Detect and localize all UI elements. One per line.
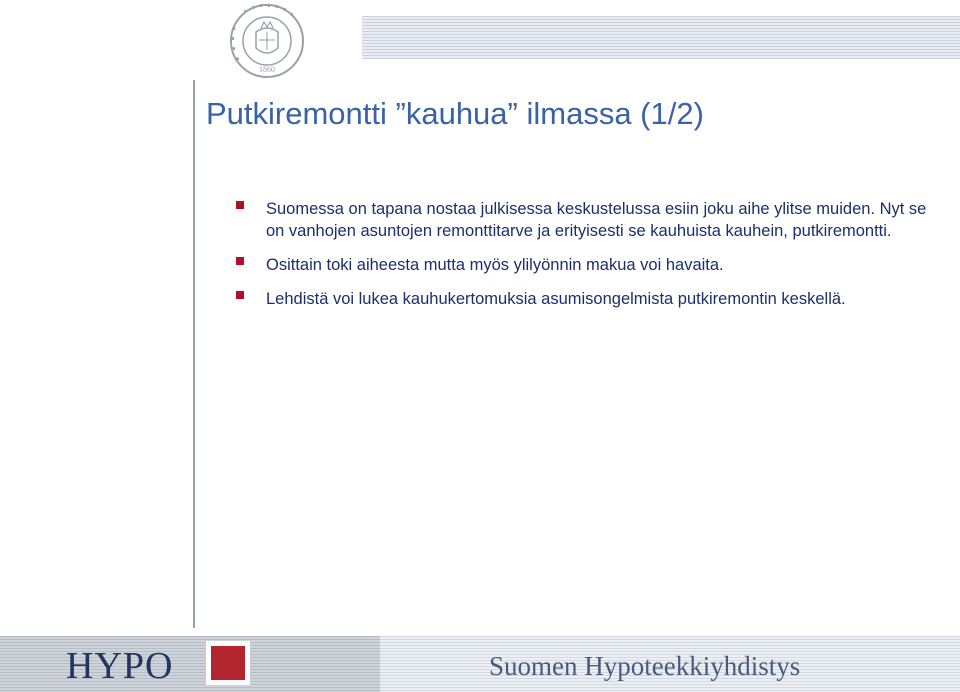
bullet-square-icon (236, 291, 244, 299)
bullet-square-icon (236, 257, 244, 265)
bullet-text: Suomessa on tapana nostaa julkisessa keskustelussa esiin joku aihe ylitse muiden. Nyt se on vanhojen asuntojen remonttitarve ja erityisesti se kauhuista kauhein, putkiremontti. (266, 200, 927, 240)
bullet-text: Osittain toki aiheesta mutta myös ylilyönnin makua voi havaita. (266, 256, 724, 274)
bullet-text: Lehdistä voi lukea kauhukertomuksia asumisongelmista putkiremontin keskellä. (266, 290, 846, 308)
seal-emblem-icon (224, 2, 310, 80)
top-decorative-band (362, 16, 960, 59)
bullet-item (236, 254, 936, 276)
footer-logo-area (0, 636, 380, 692)
vertical-divider (193, 80, 195, 628)
organization-name: Suomen Hypoteekkiyhdistys (489, 651, 801, 681)
bullet-item (236, 198, 936, 242)
slide-title: Putkiremontti ”kauhua” ilmassa (1/2) (206, 96, 704, 131)
bullet-square-icon (236, 201, 244, 209)
seal-year: 1860 (259, 65, 275, 74)
hypo-logo-text: HYPO (66, 645, 174, 687)
bullet-item (236, 288, 936, 310)
red-square-icon (211, 646, 245, 680)
hypo-logo-mark (206, 641, 250, 685)
footer-org-area (380, 636, 960, 692)
bullet-list (236, 198, 936, 322)
footer (0, 634, 960, 692)
